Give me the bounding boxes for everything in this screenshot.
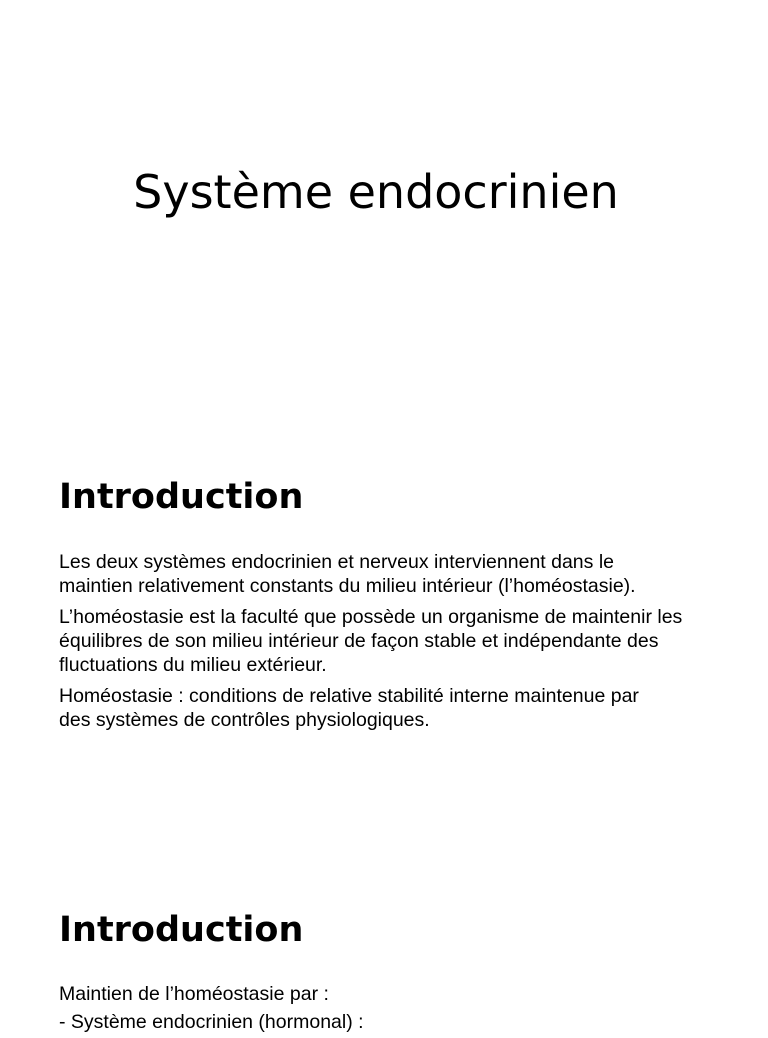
section-1-paragraph-1: Les deux systèmes endocrinien et nerveux interviennent dans le maintien relativement constants du milieu intérieur (l’homéostasie). (59, 551, 636, 597)
section-2-body (59, 982, 719, 1038)
section-1-paragraph-2: L’homéostasie est la faculté que possède un organisme de maintenir les équilibres de son milieu intérieur de façon stable et indépendante des fluctuations du milieu extérieur. (59, 606, 683, 676)
slide-title: Système endocrinien (133, 165, 619, 219)
section-2-heading: Introduction (59, 910, 304, 950)
section-2-paragraph-1: Maintien de l’homéostasie par : (59, 983, 329, 1005)
section-1-body (59, 550, 719, 739)
section-2-paragraph-2: - Système endocrinien (hormonal) : (59, 1011, 364, 1033)
section-1-paragraph-3: Homéostasie : conditions de relative stabilité interne maintenue par des systèmes de contrôles physiologiques. (59, 685, 639, 731)
section-1-heading: Introduction (59, 477, 304, 517)
